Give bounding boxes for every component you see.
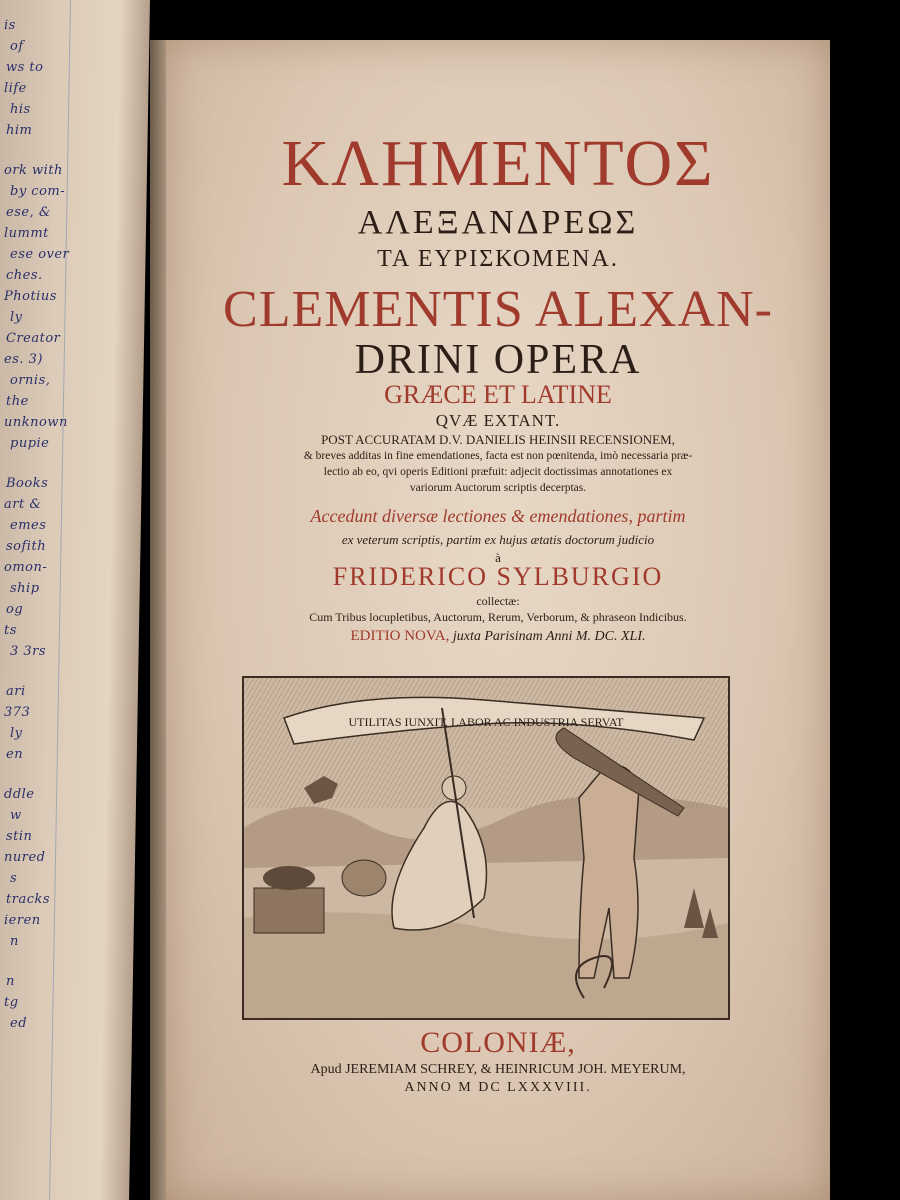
handwritten-note-line: by com- [10, 184, 66, 199]
handwritten-note-line: Books [6, 476, 49, 491]
handwritten-note-line: Creator [6, 331, 61, 346]
title-page [166, 40, 830, 1200]
handwritten-note-line: emes [10, 518, 47, 533]
handwritten-note-line: ieren [4, 913, 41, 928]
handwritten-note-line: ese over [10, 247, 70, 262]
body-text-line3: lectio ab eo, qvi operis Editioni præfuit: adjecit doctissimas annotationes ex [323, 466, 673, 478]
handwritten-note-line: en [6, 747, 24, 762]
body-text-line1: POST ACCURATAM D.V. DANIELIS HEINSII RECENSIONEM, [321, 432, 675, 447]
handwritten-note-line: tracks [6, 892, 51, 907]
handwritten-note-line: ed [10, 1016, 28, 1031]
handwritten-note-line: n [6, 974, 15, 989]
handwritten-note-line: his [10, 102, 31, 117]
handwritten-note-line: s [10, 871, 18, 886]
imprint-line: Apud JEREMIAM SCHREY, & HEINRICUM JOH. MEYERUM, [310, 1062, 686, 1077]
handwritten-note-line: sofith [6, 539, 47, 554]
latin-title-line3: GRÆCE ET LATINE [384, 380, 612, 409]
handwritten-note-line: art & [4, 497, 42, 512]
handwritten-note-line: ornis, [10, 373, 51, 388]
handwritten-note-line: ches. [6, 268, 43, 283]
handwritten-note-line: ese, & [6, 205, 51, 220]
latin-title-line2: DRINI OPERA [354, 337, 642, 383]
year-line: ANNO M DC LXXXVIII. [404, 1080, 592, 1095]
handwritten-note-line: pupie [10, 436, 50, 451]
pedestal [254, 888, 324, 933]
handwritten-note-line: ly [10, 726, 23, 741]
editio-nova: EDITIO NOVA, [350, 628, 450, 644]
body-text-line4: variorum Auctorum scriptis decerptas. [409, 482, 587, 494]
handwritten-note-line: the [6, 394, 29, 409]
editio-line [166, 628, 830, 645]
globe [342, 860, 386, 896]
handwritten-note-line: unknown [4, 415, 68, 430]
latin-title-line4: QVÆ EXTANT. [435, 411, 561, 430]
handwritten-note-line: ari [6, 684, 26, 699]
greek-city-heading: ΑΛΕΞΑΝΔΡΕΩΣ [357, 204, 639, 241]
sphinx [263, 866, 315, 890]
handwritten-note-line: tg [4, 995, 19, 1010]
collectae-line: collectæ: [476, 594, 520, 608]
handwritten-note-line: w [10, 808, 22, 823]
handwritten-note-line: ship [10, 581, 40, 596]
handwritten-note-line: ork with [4, 163, 63, 178]
indices-line: Cum Tribus locupletibus, Auctorum, Rerum, Verborum, & phraseon Indicibus. [309, 610, 687, 624]
handwritten-note-line: es. 3) [4, 352, 43, 367]
handwritten-note-line: ddle [4, 787, 35, 802]
accedunt-line1: Accedunt diversæ lectiones & emendationes, partim [310, 506, 686, 526]
handwritten-note-line: 3 3rs [10, 644, 47, 659]
greek-author-heading: ΚΛΗΜΕΝΤΟΣ [281, 127, 715, 200]
accedunt-line2: ex veterum scriptis, partim ex hujus ætatis doctorum judicio [341, 532, 655, 547]
handwritten-note-line: Photius [4, 289, 57, 304]
engraving-artwork [244, 678, 728, 1018]
handwritten-note-line: n [10, 934, 19, 949]
place-of-publication: COLONIÆ, [420, 1026, 576, 1059]
handwritten-note-line: og [6, 602, 24, 617]
handwritten-note-line: ly [10, 310, 23, 325]
handwritten-note-line: nured [4, 850, 46, 865]
latin-title-line1: CLEMENTIS ALEXAN- [223, 281, 773, 338]
editor-name: FRIDERICO SYLBURGIO [332, 562, 664, 591]
handwritten-note-line: ws to [6, 60, 44, 75]
frontispiece-engraving [242, 676, 730, 1020]
a-line: à [495, 550, 501, 565]
body-text-line2: & breves additas in fine emendationes, facta est non pœnitenda, imò necessaria præ- [303, 450, 693, 462]
handwritten-note-line: of [10, 39, 24, 54]
editio-rest: juxta Parisinam Anni M. DC. XLI. [452, 629, 646, 644]
greek-works-heading: ΤΑ ΕΥΡΙΣΚΟΜΕΝΑ. [377, 246, 619, 272]
handwritten-note-line: is [4, 18, 16, 33]
handwritten-note-line: ts [4, 623, 17, 638]
handwritten-note-line: 373 [4, 705, 31, 720]
handwritten-note-line: life [4, 81, 27, 96]
handwritten-note-line: him [6, 123, 33, 138]
handwritten-note-line: omon- [4, 560, 48, 575]
handwritten-note-line: lummt [4, 226, 49, 241]
banner-motto-text: UTILITAS IUNXIT, LABOR AC INDUSTRIA SERVAT [348, 715, 624, 729]
handwritten-note-line: stin [6, 829, 33, 844]
